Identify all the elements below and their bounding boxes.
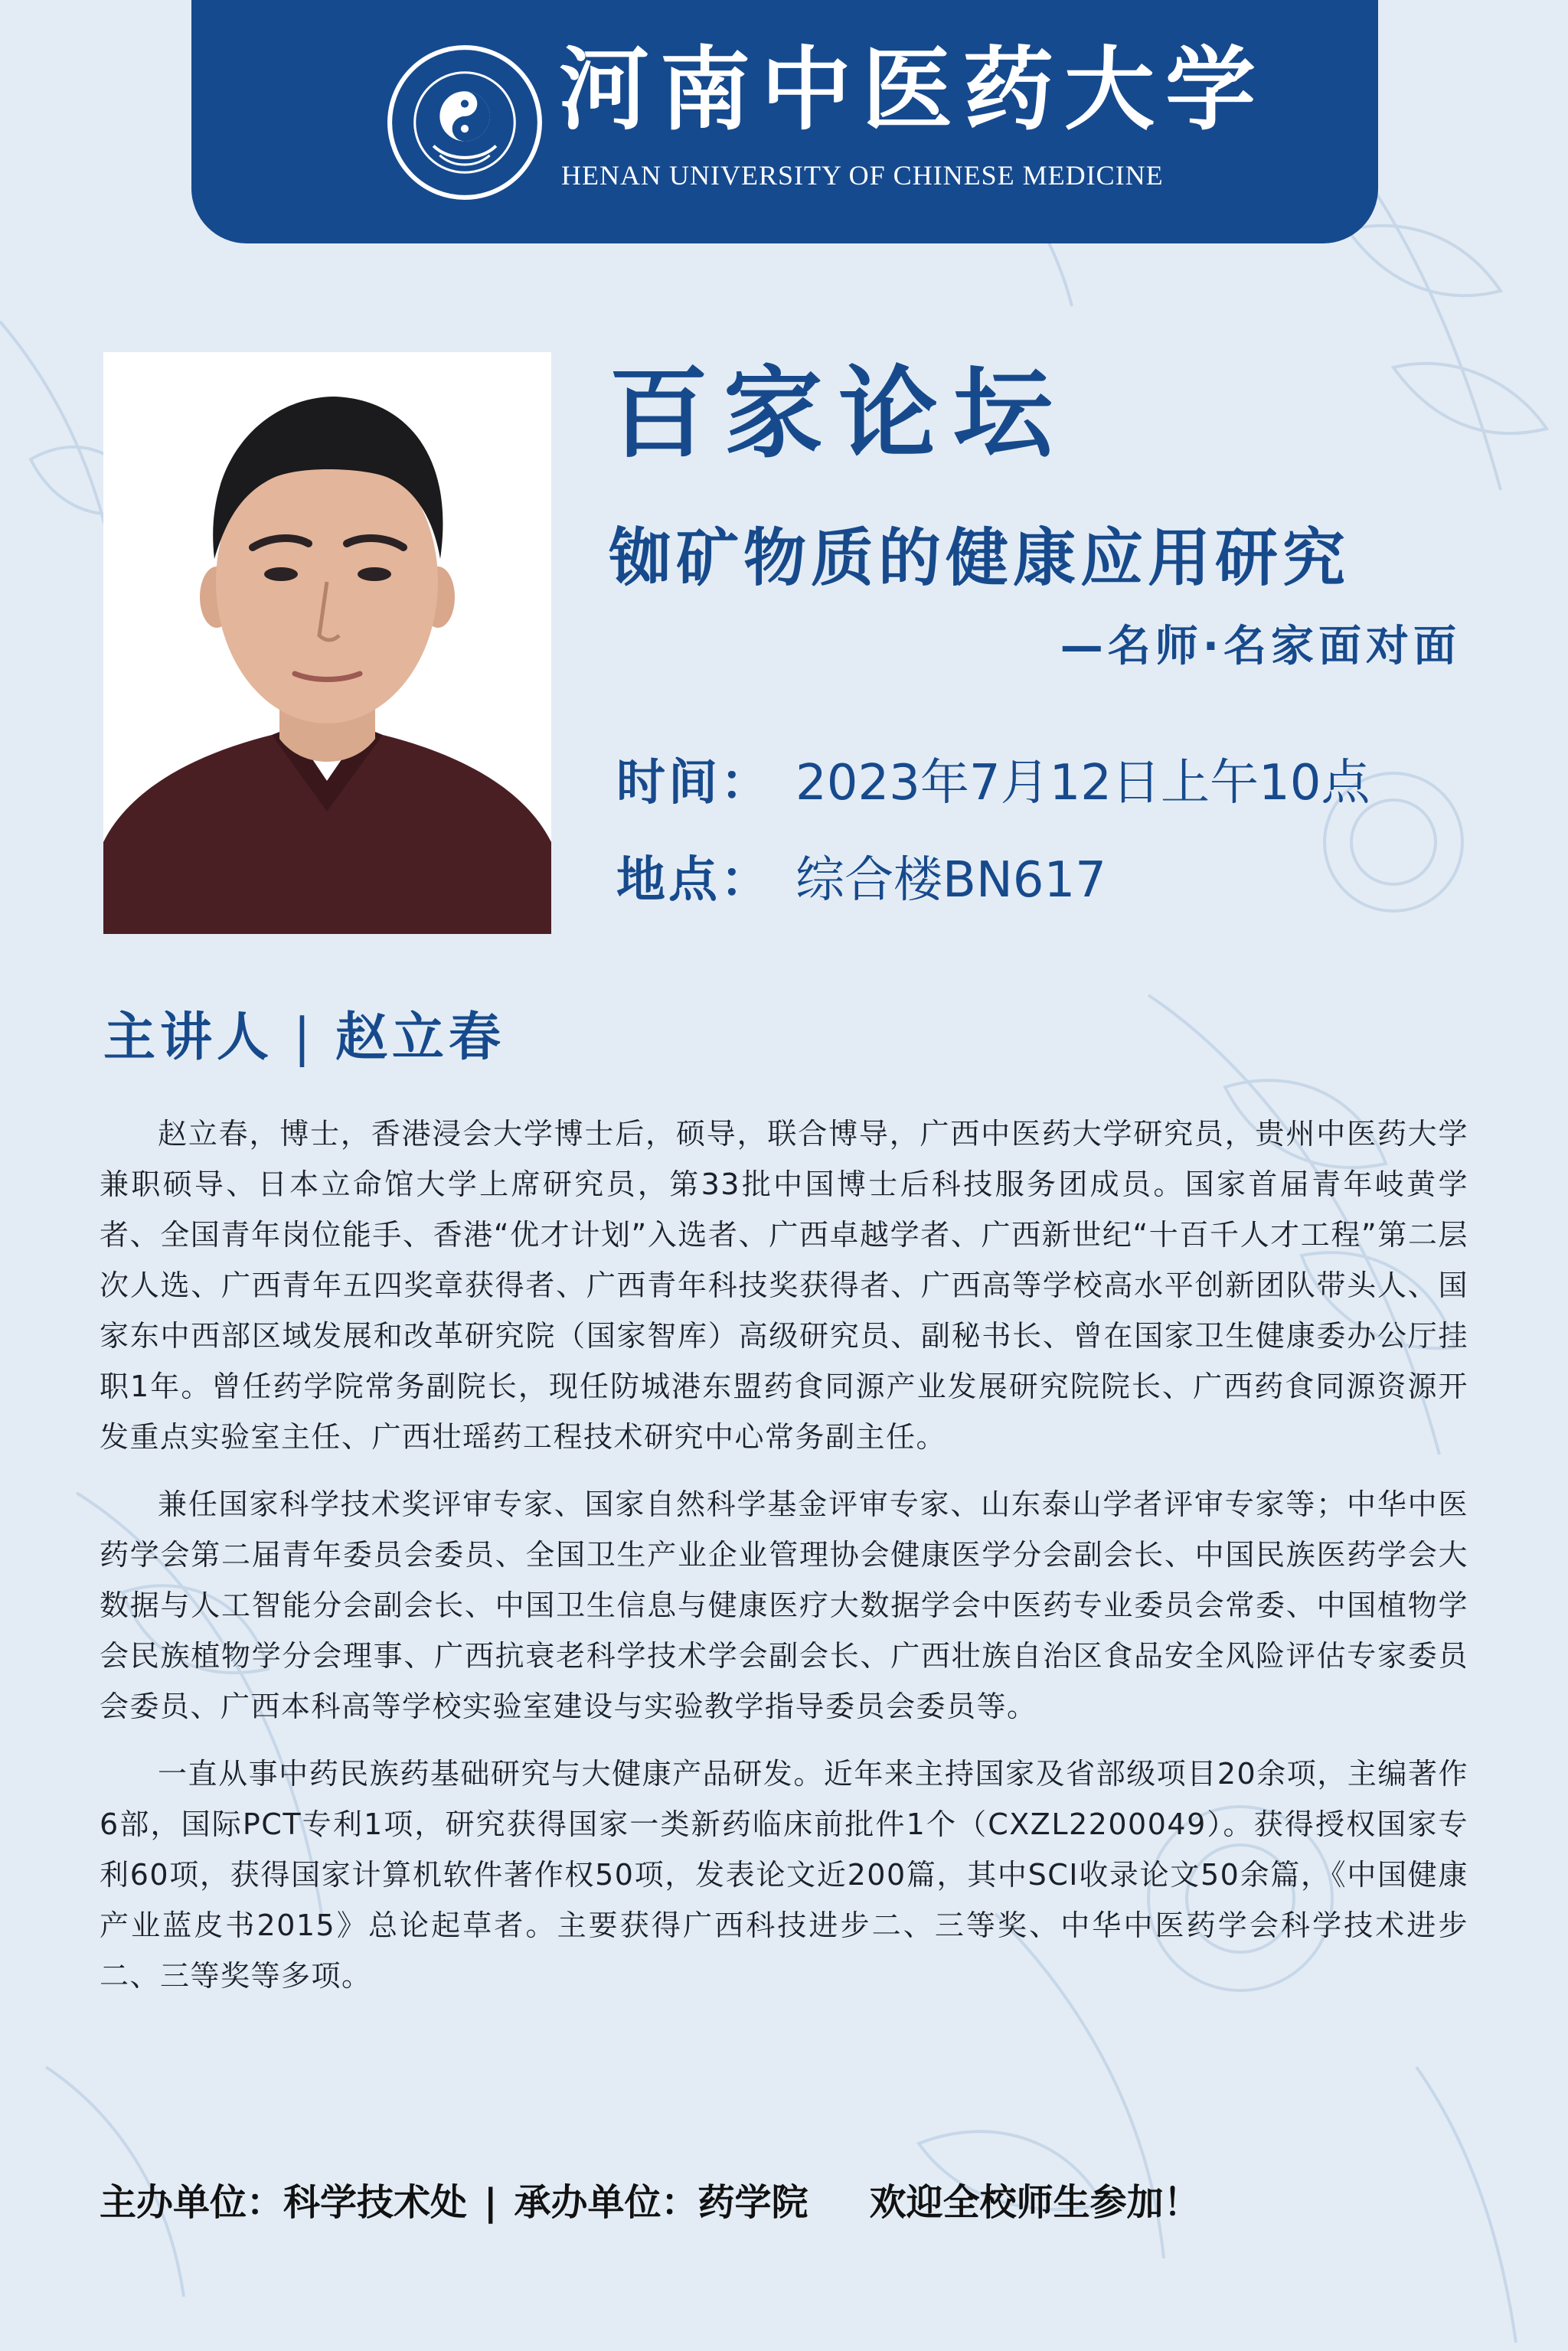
footer [100, 2176, 1200, 2229]
speaker-bio [100, 1109, 1468, 2018]
host-unit: 主办单位：科学技术处 [100, 2181, 468, 2224]
event-time [616, 749, 1370, 818]
speaker-separator: | [293, 1007, 315, 1068]
bio-paragraph: 一直从事中药民族药基础研究与大健康产品研发。近年来主持国家及省部级项目20余项，主编著作6部，国际PCT专利1项，研究获得国家一类新药临床前批件1个（CXZL2200049）。获得授权国家专利60项，获得国家计算机软件著作权50项，发表论文近200篇，其中SCI收录论文50余篇，《中国健康产业蓝皮书2015》总论起草者。主要获得广西科技进步二、三等奖、中华中医药学会科学技术进步二、三等奖等多项。 [100, 1757, 1468, 1993]
place-label: 地点： [616, 852, 773, 909]
speaker-portrait [103, 352, 551, 934]
time-value: 2023年7月12日上午10点 [795, 755, 1370, 811]
speaker-name: 赵立春 [335, 1007, 505, 1068]
time-label: 时间： [616, 755, 773, 811]
bio-paragraph: 赵立春，博士，香港浸会大学博士后，硕导，联合博导，广西中医药大学研究员，贵州中医药大学兼职硕导、日本立命馆大学上席研究员，第33批中国博士后科技服务团成员。国家首届青年岐黄学者、全国青年岗位能手、香港“优才计划”入选者、广西卓越学者、广西新世纪“十百千人才工程”第二层次人选、广西青年五四奖章获得者、广西青年科技奖获得者、广西高等学校高水平创新团队带头人、国家东中西部区域发展和改革研究院（国家智库）高级研究员、副秘书长、曾在国家卫生健康委办公厅挂职1年。曾任药学院常务副院长，现任防城港东盟药食同源产业发展研究院院长、广西药食同源资源开发重点实验室主任、广西壮瑶药工程技术研究中心常务副主任。 [100, 1117, 1468, 1454]
university-name-en: HENAN UNIVERSITY OF CHINESE MEDICINE [561, 160, 1164, 191]
welcome-text: 欢迎全校师生参加！ [869, 2181, 1200, 2224]
bio-paragraph: 兼任国家科学技术奖评审专家、国家自然科学基金评审专家、山东泰山学者评审专家等；中华中医药学会第二届青年委员会委员、全国卫生产业企业管理协会健康医学分会副会长、中国民族医药学会大数据与人工智能分会副会长、中国卫生信息与健康医疗大数据学会中医药专业委员会常委、中国植物学会民族植物学分会理事、广西抗衰老科学技术学会副会长、广西壮族自治区食品安全风险评估专家委员会委员、广西本科高等学校实验室建设与实验教学指导委员会委员等。 [100, 1487, 1468, 1723]
event-place [616, 846, 1106, 915]
speaker-label: 主讲人 [103, 1007, 274, 1068]
organizer-unit: 承办单位：药学院 [514, 2181, 808, 2224]
forum-title: 百家论坛 [609, 355, 1069, 472]
footer-separator: | [484, 2181, 498, 2224]
university-name-cn: 河南中医药大学 [559, 36, 1267, 142]
university-seal-icon [387, 44, 543, 201]
place-value: 综合楼BN617 [795, 852, 1106, 909]
talk-subtitle: —名师·名家面对面 [1060, 622, 1461, 671]
talk-title: 铷矿物质的健康应用研究 [609, 522, 1351, 595]
speaker-heading [103, 1001, 505, 1075]
